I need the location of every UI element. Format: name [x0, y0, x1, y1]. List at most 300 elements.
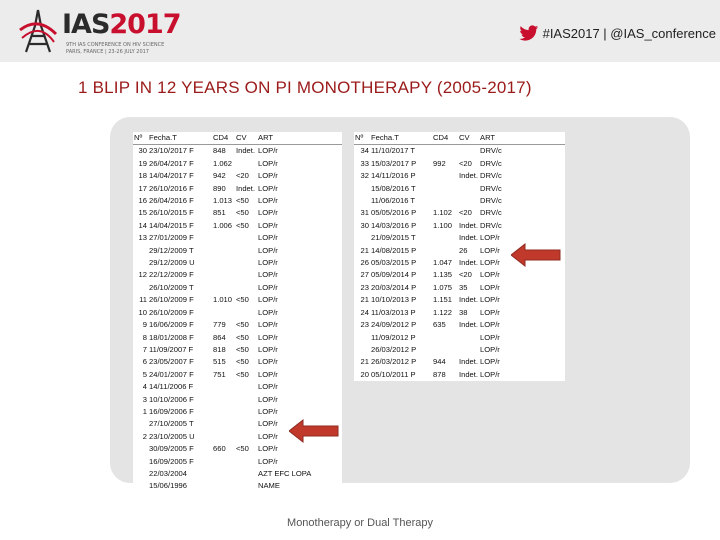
table-row: [133, 245, 342, 257]
table-cell: 10/10/2006 F: [149, 394, 194, 404]
table-row: [354, 294, 565, 306]
table-cell: 14: [138, 220, 147, 230]
table-row: [354, 220, 565, 232]
table-cell: [212, 394, 235, 406]
table-cell: [133, 468, 148, 480]
table-cell: [212, 456, 235, 468]
table-cell: 21: [360, 295, 369, 305]
table-cell: 10/10/2013 P: [371, 295, 417, 305]
table-cell: 11/06/2016 T: [371, 196, 416, 206]
table-cell: 23/10/2005 U: [149, 431, 195, 441]
table-cell: 14/11/2016 P: [371, 171, 416, 181]
table-cell: 24/01/2007 F: [149, 369, 194, 379]
table-cell: 24: [360, 307, 369, 317]
table-cell: 1.102: [433, 208, 453, 218]
table-cell: LOP/r: [258, 382, 278, 392]
social-handle: [519, 24, 716, 42]
table-cell: DRV/c: [480, 208, 502, 218]
table-row: [133, 443, 342, 455]
table-cell: 21: [360, 357, 369, 367]
table-cell: 33: [360, 158, 369, 168]
table-cell: 1.122: [433, 307, 453, 317]
table-row: [354, 170, 565, 182]
table-row: [354, 158, 565, 170]
table-cell: 4: [142, 382, 147, 392]
table-cell: <50: [236, 196, 249, 206]
table-cell: 26/10/2016 F: [149, 183, 194, 193]
table-cell: 29/12/2009 U: [149, 258, 195, 268]
table-cell: [458, 183, 479, 195]
table-row: [133, 158, 342, 170]
table-cell: 30: [360, 220, 369, 230]
table-cell: 05/09/2014 P: [371, 270, 417, 280]
table-cell: 26/10/2009 T: [149, 282, 194, 292]
table-cell: 26/10/2009 F: [149, 295, 194, 305]
table-cell: [212, 418, 235, 430]
table-row: [354, 307, 565, 319]
column-header: ART: [479, 132, 565, 145]
column-header: CD4: [432, 132, 458, 145]
table-row: [133, 183, 342, 195]
table-cell: 751: [213, 369, 226, 379]
table-cell: [458, 195, 479, 207]
table-cell: <20: [459, 270, 472, 280]
table-cell: LOP/r: [258, 258, 278, 268]
table-cell: LOP/r: [480, 369, 500, 379]
table-row: [133, 319, 342, 331]
table-cell: 8: [142, 332, 147, 342]
table-cell: 26/04/2017 F: [149, 158, 194, 168]
table-cell: 1.151: [433, 295, 453, 305]
table-cell: LOP/r: [258, 146, 278, 156]
table-cell: <50: [236, 320, 249, 330]
table-cell: DRV/c: [480, 196, 502, 206]
table-cell: [432, 344, 458, 356]
table-row: [133, 294, 342, 306]
table-cell: 26/10/2009 F: [149, 307, 194, 317]
table-cell: [432, 145, 458, 158]
table-cell: 12: [138, 270, 147, 280]
table-cell: [235, 158, 257, 170]
table-cell: 635: [433, 320, 446, 330]
eiffel-tower-logo-icon: [16, 8, 60, 54]
table-cell: 26/03/2012 P: [371, 357, 417, 367]
table-cell: LOP/r: [480, 233, 500, 243]
table-cell: 2: [142, 431, 147, 441]
table-cell: NAME: [258, 481, 280, 491]
table-cell: 15/08/2016 T: [371, 183, 416, 193]
table-cell: 11/09/2012 P: [371, 332, 416, 342]
table-cell: LOP/r: [480, 245, 500, 255]
table-cell: 14/04/2017 F: [149, 171, 194, 181]
table-cell: 1.062: [213, 158, 233, 168]
column-header: CV: [235, 132, 257, 145]
table-cell: 851: [213, 208, 226, 218]
table-cell: <50: [236, 444, 249, 454]
table-header-row: [354, 132, 565, 145]
table-cell: 23/10/2017 F: [149, 146, 194, 156]
table-row: [133, 456, 342, 468]
table-cell: [354, 344, 370, 356]
table-cell: 15: [138, 208, 147, 218]
table-cell: [235, 269, 257, 281]
table-row: [133, 344, 342, 356]
table-cell: 18/01/2008 F: [149, 332, 194, 342]
table-cell: 10: [138, 307, 147, 317]
table-cell: [432, 195, 458, 207]
table-cell: 22/03/2004: [149, 468, 188, 478]
logo-subtitle-line-2: PARIS, FRANCE | 23-26 JULY 2017: [66, 49, 149, 55]
table-cell: [235, 381, 257, 393]
table-cell: 26: [360, 258, 369, 268]
table-row: [354, 145, 565, 158]
table-cell: Indet.: [459, 220, 478, 230]
table-cell: [212, 269, 235, 281]
table-row: [354, 269, 565, 281]
table-cell: 1.013: [213, 196, 233, 206]
table-cell: LOP/r: [258, 332, 278, 342]
column-header: Fecha.T: [148, 132, 212, 145]
table-cell: LOP/r: [480, 295, 500, 305]
table-row: [133, 257, 342, 269]
table-cell: 29/12/2009 T: [149, 245, 194, 255]
table-cell: [458, 332, 479, 344]
table-row: [133, 468, 342, 480]
table-cell: LOP/r: [480, 344, 500, 354]
table-cell: 23/05/2007 F: [149, 357, 194, 367]
table-cell: AZT EFC LOPA: [258, 468, 312, 478]
table-cell: 11/03/2013 P: [371, 307, 416, 317]
column-header: CV: [458, 132, 479, 145]
table-cell: 992: [433, 158, 446, 168]
table-cell: Indet.: [459, 369, 478, 379]
table-cell: <20: [236, 171, 249, 181]
table-cell: 22/12/2009 F: [149, 270, 194, 280]
table-cell: [235, 468, 257, 480]
table-cell: 7: [142, 344, 147, 354]
twitter-bird-icon: [519, 25, 539, 42]
table-cell: <50: [236, 208, 249, 218]
table-cell: [133, 456, 148, 468]
social-handle-text: #IAS2017 | @IAS_conference: [542, 25, 716, 41]
table-cell: 20/03/2014 P: [371, 282, 417, 292]
table-cell: [133, 443, 148, 455]
table-cell: <20: [459, 158, 472, 168]
table-cell: 30/09/2005 F: [149, 444, 194, 454]
table-cell: 660: [213, 444, 226, 454]
table-cell: 3: [142, 394, 147, 404]
table-cell: LOP/r: [258, 357, 278, 367]
table-cell: LOP/r: [258, 431, 278, 441]
table-cell: <50: [236, 344, 249, 354]
table-cell: LOP/r: [258, 344, 278, 354]
table-cell: [354, 332, 370, 344]
table-row: [133, 195, 342, 207]
table-cell: [235, 394, 257, 406]
table-cell: [212, 232, 235, 244]
table-cell: [354, 232, 370, 244]
table-row: [133, 232, 342, 244]
table-row: [133, 356, 342, 368]
table-cell: 23: [360, 320, 369, 330]
table-cell: LOP/r: [258, 196, 278, 206]
table-row: [354, 183, 565, 195]
table-cell: 26/04/2016 F: [149, 196, 194, 206]
table-row: [354, 344, 565, 356]
table-cell: LOP/r: [480, 357, 500, 367]
table-cell: 1.010: [213, 295, 233, 305]
table-cell: Indet.: [459, 171, 478, 181]
table-cell: 16: [138, 196, 147, 206]
table-row: [354, 282, 565, 294]
table-cell: LOP/r: [258, 270, 278, 280]
table-cell: 1: [142, 406, 147, 416]
slide-title: 1 BLIP IN 12 YEARS ON PI MONOTHERAPY (2005-2017): [78, 78, 532, 97]
table-cell: 779: [213, 320, 226, 330]
table-cell: Indet.: [236, 146, 255, 156]
table-cell: 878: [433, 369, 446, 379]
table-cell: 31: [360, 208, 369, 218]
table-cell: LOP/r: [258, 307, 278, 317]
logo-subtitle-line-1: 9TH IAS CONFERENCE ON HIV SCIENCE: [66, 42, 165, 48]
table-cell: LOP/r: [480, 270, 500, 280]
table-cell: [235, 232, 257, 244]
table-cell: [354, 195, 370, 207]
table-cell: 5: [142, 369, 147, 379]
table-row: [133, 369, 342, 381]
table-cell: [235, 245, 257, 257]
table-cell: 27/10/2005 T: [149, 419, 194, 429]
table-cell: 1.006: [213, 220, 233, 230]
table-cell: Indet.: [236, 183, 255, 193]
column-header: CD4: [212, 132, 235, 145]
table-cell: 38: [459, 307, 468, 317]
column-header: Fecha.T: [370, 132, 432, 145]
table-cell: 1.135: [433, 270, 453, 280]
table-cell: <20: [459, 208, 472, 218]
table-cell: LOP/r: [480, 320, 500, 330]
table-cell: [133, 480, 148, 492]
table-cell: [133, 257, 148, 269]
table-cell: 11/10/2017 T: [371, 146, 416, 156]
table-cell: LOP/r: [480, 307, 500, 317]
table-cell: 20: [360, 369, 369, 379]
table-cell: [133, 245, 148, 257]
slide-caption: Monotherapy or Dual Therapy: [287, 517, 433, 529]
table-cell: LOP/r: [258, 456, 278, 466]
table-cell: 34: [360, 146, 369, 156]
table-cell: [235, 307, 257, 319]
table-row: [133, 307, 342, 319]
table-cell: <50: [236, 295, 249, 305]
table-cell: [212, 468, 235, 480]
table-cell: [458, 344, 479, 356]
table-cell: 942: [213, 171, 226, 181]
table-cell: 24/09/2012 P: [371, 320, 417, 330]
table-row: [354, 356, 565, 368]
table-cell: 32: [360, 171, 369, 181]
table-cell: LOP/r: [480, 258, 500, 268]
table-cell: [235, 480, 257, 492]
table-cell: [235, 431, 257, 443]
table-cell: [133, 282, 148, 294]
table-cell: [432, 170, 458, 182]
table-cell: [235, 418, 257, 430]
table-row: [354, 319, 565, 331]
table-row: [133, 381, 342, 393]
table-cell: 30: [138, 146, 147, 156]
table-cell: LOP/r: [258, 394, 278, 404]
table-cell: [354, 183, 370, 195]
column-header: Nº: [354, 132, 370, 145]
table-cell: LOP/r: [480, 282, 500, 292]
table-cell: 05/05/2016 P: [371, 208, 417, 218]
table-cell: LOP/r: [258, 183, 278, 193]
table-cell: [235, 456, 257, 468]
table-cell: [432, 245, 458, 257]
table-cell: 18: [138, 171, 147, 181]
table-row: [133, 269, 342, 281]
table-cell: 15/06/1996: [149, 481, 188, 491]
table-cell: LOP/r: [258, 233, 278, 243]
table-cell: 13: [138, 233, 147, 243]
table-cell: DRV/c: [480, 220, 502, 230]
table-cell: 848: [213, 146, 226, 156]
logo-wordmark: IAS2017: [62, 9, 181, 40]
table-cell: [235, 282, 257, 294]
table-cell: <50: [236, 369, 249, 379]
table-cell: 26/10/2015 F: [149, 208, 194, 218]
table-cell: Indet.: [459, 320, 478, 330]
table-cell: 11: [139, 295, 147, 305]
table-cell: 1.100: [433, 220, 453, 230]
table-cell: [212, 480, 235, 492]
table-cell: [212, 431, 235, 443]
table-cell: [212, 307, 235, 319]
table-cell: 11/09/2007 F: [149, 344, 194, 354]
red-arrow-pointing-left-icon: [289, 419, 339, 443]
table-row: [354, 207, 565, 219]
table-cell: 515: [213, 357, 226, 367]
table-cell: 944: [433, 357, 446, 367]
table-cell: 16/09/2005 F: [149, 456, 194, 466]
ias-2017-logo: [16, 6, 181, 58]
table-cell: [235, 406, 257, 418]
table-cell: [133, 418, 148, 430]
table-cell: DRV/c: [480, 183, 502, 193]
column-header: ART: [257, 132, 342, 145]
table-cell: 17: [138, 183, 147, 193]
table-cell: 35: [459, 282, 468, 292]
table-cell: 26/03/2012 P: [371, 344, 417, 354]
table-cell: 6: [142, 357, 147, 367]
table-cell: LOP/r: [258, 158, 278, 168]
table-row: [354, 195, 565, 207]
slide-header: [0, 0, 720, 62]
table-cell: 19: [138, 158, 147, 168]
table-row: [133, 394, 342, 406]
table-row: [133, 332, 342, 344]
table-row: [133, 282, 342, 294]
table-cell: 05/10/2011 P: [371, 369, 416, 379]
table-cell: LOP/r: [258, 282, 278, 292]
table-cell: 26: [459, 245, 468, 255]
table-cell: 864: [213, 332, 226, 342]
table-cell: [458, 145, 479, 158]
table-cell: [212, 406, 235, 418]
table-cell: 14/04/2015 F: [149, 220, 194, 230]
table-cell: [212, 381, 235, 393]
table-cell: LOP/r: [258, 208, 278, 218]
table-cell: DRV/c: [480, 146, 502, 156]
table-cell: 16/06/2009 F: [149, 320, 194, 330]
table-cell: 14/11/2006 F: [149, 382, 194, 392]
table-cell: [432, 183, 458, 195]
table-row: [133, 170, 342, 182]
table-cell: LOP/r: [258, 295, 278, 305]
table-row: [133, 406, 342, 418]
table-header-row: [133, 132, 342, 145]
table-cell: 21/09/2015 T: [371, 233, 416, 243]
table-cell: LOP/r: [480, 332, 500, 342]
table-row: [133, 207, 342, 219]
table-cell: DRV/c: [480, 158, 502, 168]
table-cell: LOP/r: [258, 369, 278, 379]
table-cell: 27: [360, 270, 369, 280]
table-cell: LOP/r: [258, 444, 278, 454]
table-cell: 23: [360, 282, 369, 292]
table-cell: Indet.: [459, 295, 478, 305]
table-row: [133, 145, 342, 158]
table-cell: [432, 332, 458, 344]
table-cell: LOP/r: [258, 419, 278, 429]
table-cell: [212, 257, 235, 269]
table-cell: 05/03/2015 P: [371, 258, 417, 268]
table-cell: LOP/r: [258, 171, 278, 181]
table-cell: [235, 257, 257, 269]
table-row: [354, 369, 565, 381]
table-row: [133, 480, 342, 492]
table-cell: [212, 282, 235, 294]
table-cell: 1.047: [433, 258, 453, 268]
table-cell: 16/09/2006 F: [149, 406, 194, 416]
table-cell: DRV/c: [480, 171, 502, 181]
table-cell: LOP/r: [258, 320, 278, 330]
table-cell: Indet.: [459, 233, 478, 243]
table-cell: LOP/r: [258, 245, 278, 255]
table-cell: LOP/r: [258, 406, 278, 416]
table-cell: [432, 232, 458, 244]
table-row: [354, 332, 565, 344]
table-cell: 27/01/2009 F: [149, 233, 194, 243]
table-cell: 818: [213, 344, 226, 354]
table-cell: 9: [142, 320, 147, 330]
table-row: [133, 220, 342, 232]
table-cell: LOP/r: [258, 220, 278, 230]
column-header: Nº: [133, 132, 148, 145]
red-arrow-pointing-left-icon: [511, 243, 561, 267]
table-cell: 14/03/2016 P: [371, 220, 417, 230]
table-cell: 15/03/2017 P: [371, 158, 417, 168]
table-cell: Indet.: [459, 258, 478, 268]
table-cell: 1.075: [433, 282, 453, 292]
table-cell: [212, 245, 235, 257]
table-cell: <50: [236, 220, 249, 230]
table-cell: 21: [360, 245, 369, 255]
table-cell: 890: [213, 183, 226, 193]
table-cell: Indet.: [459, 357, 478, 367]
table-cell: <50: [236, 332, 249, 342]
